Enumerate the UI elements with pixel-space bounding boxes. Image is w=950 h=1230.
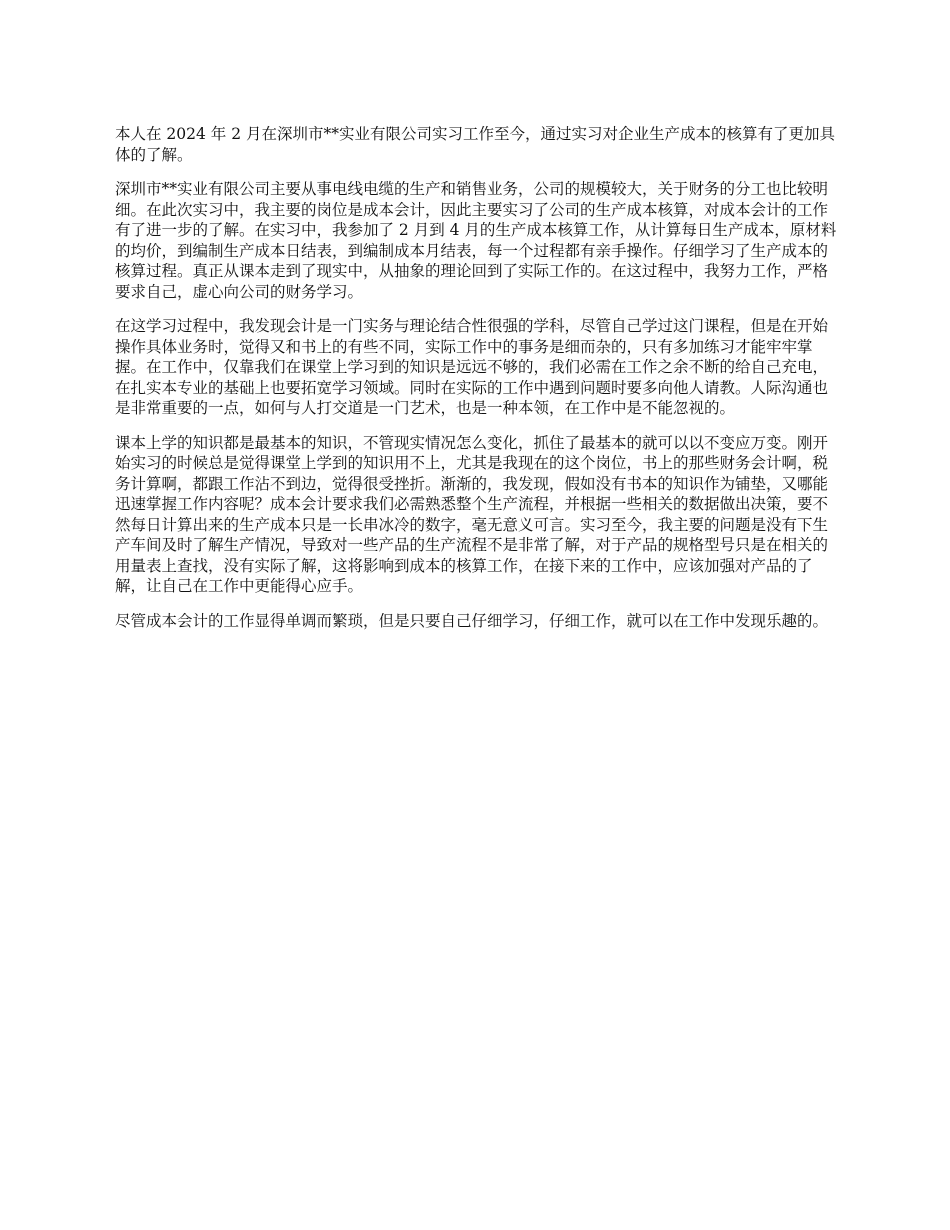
document-body bbox=[115, 124, 840, 645]
paragraph-company-internship: 深圳市**实业有限公司主要从事电线电缆的生产和销售业务，公司的规模较大，关于财务的分工也比较明细。在此次实习中，我主要的岗位是成本会计，因此主要实习了公司的生产成本核算，对成本会计的工作有了进一步的了解。在实习中，我参加了 2 月到 4 月的生产成本核算工作，从计算每日生产成本，原材料的均价，到编制生产成本日结表，到编制成本月结表，每一个过程都有亲手操作。仔细学习了生产成本的核算过程。真正从课本走到了现实中，从抽象的理论回到了实际工作的。在这过程中，我努力工作，严格要求自己，虚心向公司的财务学习。 bbox=[115, 180, 837, 301]
paragraph-textbook-knowledge: 课本上学的知识都是最基本的知识，不管现实情况怎么变化，抓住了最基本的就可以以不变应万变。刚开始实习的时候总是觉得课堂上学到的知识用不上，尤其是我现在的这个岗位，书上的那些财务会计啊，税务计算啊，都跟工作沾不到边，觉得很受挫折。渐渐的，我发现，假如没有书本的知识作为铺垫，又哪能迅速掌握工作内容呢？成本会计要求我们必需熟悉整个生产流程，并根据一些相关的数据做出决策，要不然每日计算出来的生产成本只是一长串冰冷的数字，毫无意义可言。实习至今，我主要的问题是没有下生产车间及时了解生产情况，导致对一些产品的生产流程不是非常了解，对于产品的规格型号只是在相关的用量表上查找，没有实际了解，这将影响到成本的核算工作，在接下来的工作中，应该加强对产品的了解，让自己在工作中更能得心应手。 bbox=[115, 433, 829, 595]
paragraph-learning-process: 在这学习过程中，我发现会计是一门实务与理论结合性很强的学科，尽管自己学过这门课程，但是在开始操作具体业务时，觉得又和书上的有些不同，实际工作中的事务是细而杂的，只有多加练习才能牢牢掌握。在工作中，仅靠我们在课堂上学习到的知识是远远不够的，我们必需在工作之余不断的给自己充电，在扎实本专业的基础上也要拓宽学习领域。同时在实际的工作中遇到问题时要多向他人请教。人际沟通也是非常重要的一点，如何与人打交道是一门艺术，也是一种本领，在工作中是不能忽视的。 bbox=[115, 317, 829, 417]
paragraph-conclusion: 尽管成本会计的工作显得单调而繁琐，但是只要自己仔细学习，仔细工作，就可以在工作中发现乐趣的。 bbox=[115, 611, 829, 630]
paragraph-intro: 本人在 2024 年 2 月在深圳市**实业有限公司实习工作至今，通过实习对企业生产成本的核算有了更加具体的了解。 bbox=[115, 125, 836, 164]
